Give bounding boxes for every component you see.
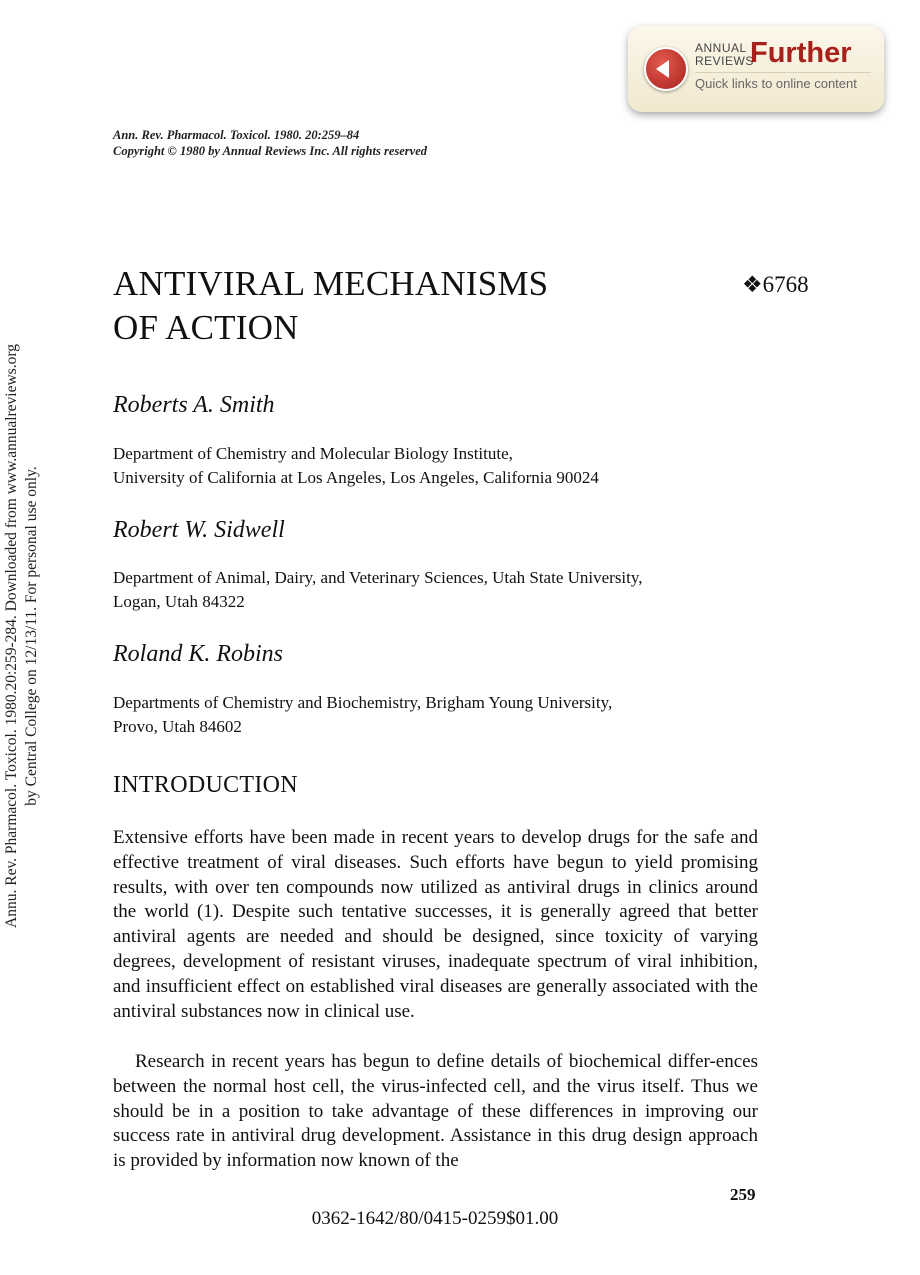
badge-further-label: Further: [750, 37, 852, 69]
annual-reviews-back-arrow-icon: [644, 47, 688, 91]
journal-copyright: Copyright © 1980 by Annual Reviews Inc. All rights reserved: [113, 144, 427, 158]
body-paragraph-1: Extensive efforts have been made in recent years to develop drugs for the safe and effective treatment of viral diseases. Such efforts have begun to yield promising results, with over ten compounds now utilized as antiviral drugs in clinics around the world (1). Despite such tentative successes, it is generally agreed that better antiviral agents are needed and should be designed, since toxicity of varying degrees, development of resistant viruses, inadequate spectrum of viral inhibition, and insufficient effect on established viral diseases are generally associated with the antiviral substances now in clinical use.: [113, 827, 758, 1022]
section-heading-introduction: INTRODUCTION: [113, 772, 298, 798]
author-affiliation: [113, 691, 612, 739]
affiliation-line-1: Department of Animal, Dairy, and Veterinary Sciences, Utah State University,: [113, 568, 643, 587]
affiliation-line-1: Departments of Chemistry and Biochemistry, Brigham Young University,: [113, 693, 613, 712]
article-title: [113, 262, 548, 350]
author-name: Roberts A. Smith: [113, 392, 275, 418]
affiliation-line-2: Logan, Utah 84322: [113, 592, 245, 611]
watermark-line-2: by Central College on 12/13/11. For personal use only.: [23, 466, 40, 806]
badge-reviews-label: REVIEWS: [695, 54, 754, 68]
page-number: 259: [730, 1185, 756, 1204]
title-line-1: ANTIVIRAL MECHANISMS: [113, 264, 549, 303]
journal-reference: [113, 127, 427, 159]
affiliation-line-1: Department of Chemistry and Molecular Biology Institute,: [113, 444, 513, 463]
journal-citation: Ann. Rev. Pharmacol. Toxicol. 1980. 20:259–84: [113, 128, 360, 142]
badge-subtitle: Quick links to online content: [695, 76, 857, 91]
affiliation-line-2: University of California at Los Angeles, Los Angeles, California 90024: [113, 468, 599, 487]
author-name: Roland K. Robins: [113, 641, 284, 667]
title-line-2: OF ACTION: [113, 308, 299, 347]
body-paragraph-2: Research in recent years has begun to define details of biochemical differ-ences between the normal host cell, the virus-infected cell, and the virus itself. Thus we should be in a position to take advantage of these differences in improving our success rate in antiviral drug development. Assistance in this drug design approach is provided by information now known of the: [113, 1051, 758, 1172]
watermark-line-1: Annu. Rev. Pharmacol. Toxicol. 1980.20:259-284. Downloaded from www.annualreviews.org: [3, 344, 20, 928]
download-watermark: [2, 316, 42, 956]
article-number: ❖6768: [742, 272, 809, 297]
affiliation-line-2: Provo, Utah 84602: [113, 717, 242, 736]
badge-divider: [695, 72, 871, 73]
further-badge[interactable]: [628, 26, 884, 112]
author-affiliation: [113, 442, 599, 490]
author-name: Robert W. Sidwell: [113, 517, 285, 543]
badge-annual-label: ANNUAL: [695, 41, 747, 55]
author-affiliation: [113, 566, 643, 614]
article-code: 0362-1642/80/0415-0259$01.00: [311, 1208, 559, 1229]
